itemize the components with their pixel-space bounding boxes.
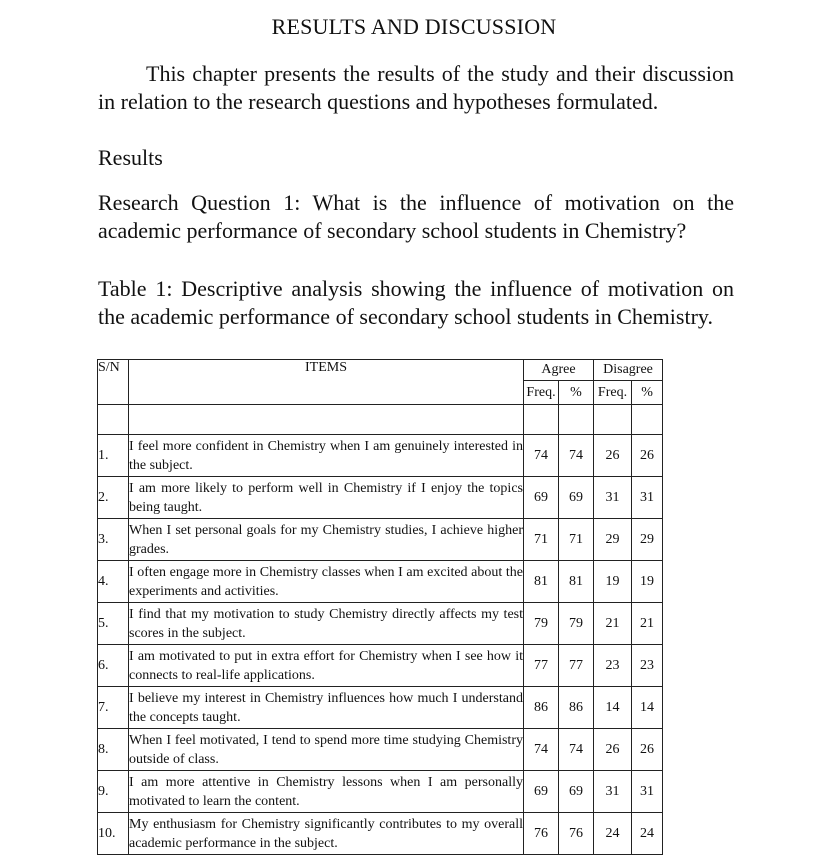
results-heading: Results	[98, 145, 163, 170]
table-row	[98, 687, 663, 729]
table-row	[98, 519, 663, 561]
row-item-text: I am more likely to perform well in Chemistry if I enjoy the topics being taught.	[129, 477, 524, 519]
table-row	[98, 729, 663, 771]
table-header-row	[98, 360, 663, 381]
row-disagree-pct: 31	[632, 771, 663, 813]
row-disagree-freq: 31	[594, 771, 632, 813]
row-item-text: I often engage more in Chemistry classes when I am excited about the experiments and activities.	[129, 561, 524, 603]
row-sn: 10.	[98, 813, 129, 855]
row-disagree-pct: 31	[632, 477, 663, 519]
row-item-text: When I set personal goals for my Chemistry studies, I achieve higher grades.	[129, 519, 524, 561]
row-disagree-pct: 21	[632, 603, 663, 645]
table-row	[98, 603, 663, 645]
row-sn: 6.	[98, 645, 129, 687]
row-agree-pct: 86	[559, 687, 594, 729]
row-agree-pct: 76	[559, 813, 594, 855]
intro-text: This chapter presents the results of the study and their discussion in relation to the research questions and hypotheses formulated.	[98, 61, 734, 114]
row-disagree-pct: 29	[632, 519, 663, 561]
row-agree-pct: 77	[559, 645, 594, 687]
col-header-sn: S/N	[98, 360, 129, 405]
results-table	[97, 359, 663, 855]
table-row	[98, 435, 663, 477]
row-agree-freq: 86	[524, 687, 559, 729]
row-agree-freq: 69	[524, 477, 559, 519]
row-agree-freq: 81	[524, 561, 559, 603]
table-caption: Table 1: Descriptive analysis showing the influence of motivation on the academic performance of secondary school students in Chemistry.	[98, 276, 734, 329]
row-disagree-pct: 26	[632, 435, 663, 477]
subheader-agree-freq: Freq.	[524, 381, 559, 405]
table-row	[98, 771, 663, 813]
row-item-text: I am more attentive in Chemistry lessons when I am personally motivated to learn the content.	[129, 771, 524, 813]
row-disagree-freq: 24	[594, 813, 632, 855]
intro-paragraph	[98, 60, 734, 116]
row-item-text: I find that my motivation to study Chemistry directly affects my test scores in the subject.	[129, 603, 524, 645]
row-sn: 2.	[98, 477, 129, 519]
row-disagree-freq: 14	[594, 687, 632, 729]
row-sn: 7.	[98, 687, 129, 729]
row-agree-pct: 74	[559, 435, 594, 477]
subheader-agree-pct: %	[559, 381, 594, 405]
row-agree-pct: 69	[559, 771, 594, 813]
row-disagree-pct: 24	[632, 813, 663, 855]
row-disagree-pct: 19	[632, 561, 663, 603]
row-item-text: I am motivated to put in extra effort for Chemistry when I see how it connects to real-life applications.	[129, 645, 524, 687]
row-agree-freq: 74	[524, 435, 559, 477]
col-header-disagree: Disagree	[594, 360, 663, 381]
table-row	[98, 645, 663, 687]
row-sn: 4.	[98, 561, 129, 603]
row-item-text: I believe my interest in Chemistry influences how much I understand the concepts taught.	[129, 687, 524, 729]
row-sn: 5.	[98, 603, 129, 645]
col-header-agree: Agree	[524, 360, 594, 381]
row-disagree-freq: 29	[594, 519, 632, 561]
row-agree-pct: 79	[559, 603, 594, 645]
table-row	[98, 561, 663, 603]
row-sn: 8.	[98, 729, 129, 771]
row-item-text: I feel more confident in Chemistry when I am genuinely interested in the subject.	[129, 435, 524, 477]
table-row	[98, 813, 663, 855]
row-agree-pct: 69	[559, 477, 594, 519]
row-agree-freq: 79	[524, 603, 559, 645]
row-disagree-freq: 26	[594, 435, 632, 477]
subheader-disagree-freq: Freq.	[594, 381, 632, 405]
row-disagree-pct: 14	[632, 687, 663, 729]
row-item-text: When I feel motivated, I tend to spend more time studying Chemistry outside of class.	[129, 729, 524, 771]
row-agree-freq: 77	[524, 645, 559, 687]
table-spacer-row	[98, 405, 663, 435]
table-row	[98, 477, 663, 519]
row-agree-freq: 69	[524, 771, 559, 813]
row-agree-pct: 71	[559, 519, 594, 561]
row-sn: 1.	[98, 435, 129, 477]
row-disagree-freq: 26	[594, 729, 632, 771]
row-disagree-freq: 23	[594, 645, 632, 687]
row-agree-pct: 74	[559, 729, 594, 771]
row-disagree-freq: 21	[594, 603, 632, 645]
row-disagree-freq: 31	[594, 477, 632, 519]
row-disagree-pct: 23	[632, 645, 663, 687]
row-sn: 3.	[98, 519, 129, 561]
row-disagree-freq: 19	[594, 561, 632, 603]
page-title: RESULTS AND DISCUSSION	[271, 14, 557, 39]
row-agree-pct: 81	[559, 561, 594, 603]
research-question: Research Question 1: What is the influence of motivation on the academic performance of secondary school students in Chemistry?	[98, 190, 734, 243]
row-sn: 9.	[98, 771, 129, 813]
row-agree-freq: 74	[524, 729, 559, 771]
col-header-items: ITEMS	[129, 360, 524, 405]
row-disagree-pct: 26	[632, 729, 663, 771]
row-agree-freq: 76	[524, 813, 559, 855]
row-item-text: My enthusiasm for Chemistry significantly contributes to my overall academic performance in the subject.	[129, 813, 524, 855]
subheader-disagree-pct: %	[632, 381, 663, 405]
row-agree-freq: 71	[524, 519, 559, 561]
